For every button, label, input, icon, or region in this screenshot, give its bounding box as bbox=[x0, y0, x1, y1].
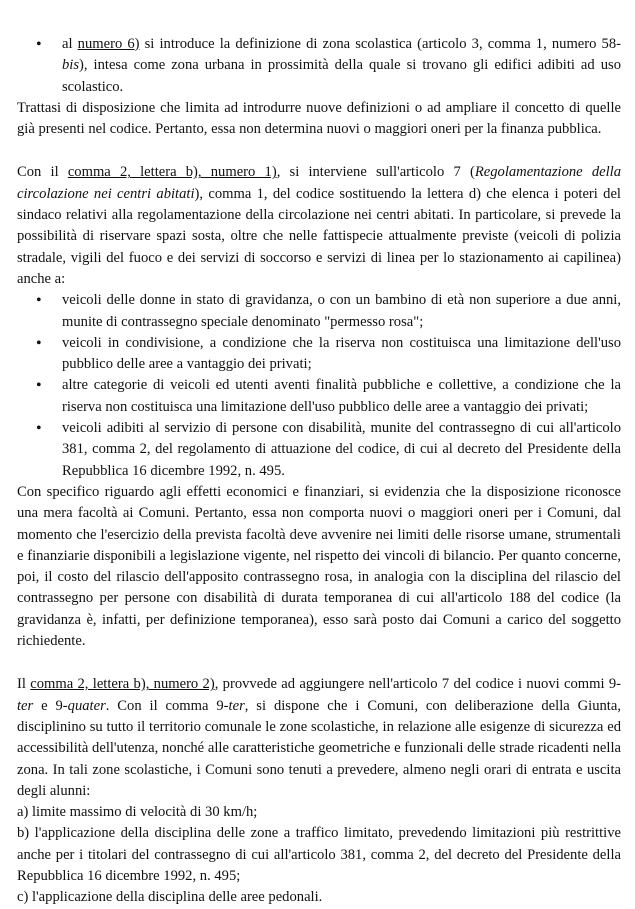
paragraph-gap bbox=[17, 652, 621, 674]
paragraph-gap bbox=[17, 140, 621, 162]
list-item: • veicoli in condivisione, a condizione che la riserva non costituisca una limitazione dell'uso pubblico delle aree a vantaggio dei privati; bbox=[17, 333, 621, 376]
comma-2-lettera-b-numero-2-reference: comma 2, lettera b), numero 2) bbox=[30, 676, 215, 693]
list-item: c) l'applicazione della disciplina delle aree pedonali. bbox=[17, 889, 323, 906]
list-item: • veicoli delle donne in stato di gravidanza, o con un bambino di età non superiore a due anni, munite di contrassegno speciale denominato "permesso rosa"; bbox=[17, 290, 621, 333]
list-item: • al numero 6) si introduce la definizione di zona scolastica (articolo 3, comma 1, numero 58-bis), intesa come zona urbana in prossimità della quale si trovano gli edifici adibiti ad uso scolastico. bbox=[17, 34, 621, 98]
list-item: a) limite massimo di velocità di 30 km/h; bbox=[17, 804, 258, 821]
bullet-list-vehicles bbox=[17, 290, 621, 482]
document-page bbox=[17, 34, 621, 909]
list-item: • veicoli adibiti al servizio di persone con disabilità, munite del contrassegno di cui all'articolo 381, comma 2, del regolamento di attuazione del codice, di cui al decreto del Presidente della Repubblica 16 dicembre 1992, n. 495. bbox=[17, 418, 621, 482]
list-item: • altre categorie di veicoli ed utenti aventi finalità pubbliche e collettive, a condizione che la riserva non costituisca una limitazione dell'uso pubblico delle aree a vantaggio dei privati; bbox=[17, 375, 621, 418]
paragraph-4: Il comma 2, lettera b), numero 2), provvede ad aggiungere nell'articolo 7 del codice i nuovi commi 9-ter e 9-quater. Con il comma 9-ter, si dispone che i Comuni, con deliberazione della Giunta, disciplinino su tutto il territorio comunale le zone scolastiche, in relazione alle esigenze di sicurezza ed accessibilità dell'utenza, nonché alle caratteristiche geometriche e funzionali delle strade ricadenti nella zona. In tali zone scolastiche, i Comuni sono tenuti a prevedere, almeno negli orari di entrata e uscita degli alunni: bbox=[17, 676, 621, 799]
paragraph-3: Con specifico riguardo agli effetti economici e finanziari, si evidenzia che la disposizione riconosce una mera facoltà ai Comuni. Pertanto, essa non comporta nuovi o maggiori oneri per i Comuni, dal momento che l'esercizio della prevista facoltà deve avvenire nei limiti delle risorse umane, strumentali e finanziarie disponibili a legislazione vigente, nel rispetto dei vincoli di bilancio. Per quanto concerne, poi, il costo del rilascio dell'apposito contrassegno rosa, in analogia con la disciplina del rilascio del contrassegno per persone con disabilità di durata temporanea di cui all'articolo 188 del codice (la gravidanza è, infatti, per definizione temporanea), esso sarà posto dai Comuni a carico del soggetto richiedente. bbox=[17, 483, 621, 650]
paragraph-1: Trattasi di disposizione che limita ad introdurre nuove definizioni o ad ampliare il concetto di quelle già presenti nel codice. Pertanto, essa non determina nuovi o maggiori oneri per la finanza pubblica. bbox=[17, 99, 621, 138]
paragraph-2: Con il comma 2, lettera b), numero 1), si interviene sull'articolo 7 (Regolamentazione della circolazione nei centri abitati), comma 1, del codice sostituendo la lettera d) che elenca i poteri del sindaco relativi alla regolamentazione della circolazione nei centri abitati. In particolare, si prevede la possibilità di riservare spazi sosta, oltre che nelle fattispecie attualmente previste (veicoli di polizia stradale, vigili del fuoco e dei servizi di soccorso e servizi di linea per lo stazionamento ai capilinea) anche a: bbox=[17, 164, 622, 287]
bullet-list-top bbox=[17, 34, 621, 98]
comma-2-lettera-b-numero-1-reference: comma 2, lettera b), numero 1) bbox=[67, 164, 277, 181]
lettered-list bbox=[17, 802, 621, 908]
list-item: b) l'applicazione della disciplina delle zone a traffico limitato, prevedendo limitazioni più restrittive anche per i titolari del contrassegno di cui all'articolo 381, comma 2, del decreto del Presidente della Repubblica 16 dicembre 1992, n. 495; bbox=[17, 825, 621, 884]
numero-6-reference: numero 6) bbox=[77, 36, 140, 52]
